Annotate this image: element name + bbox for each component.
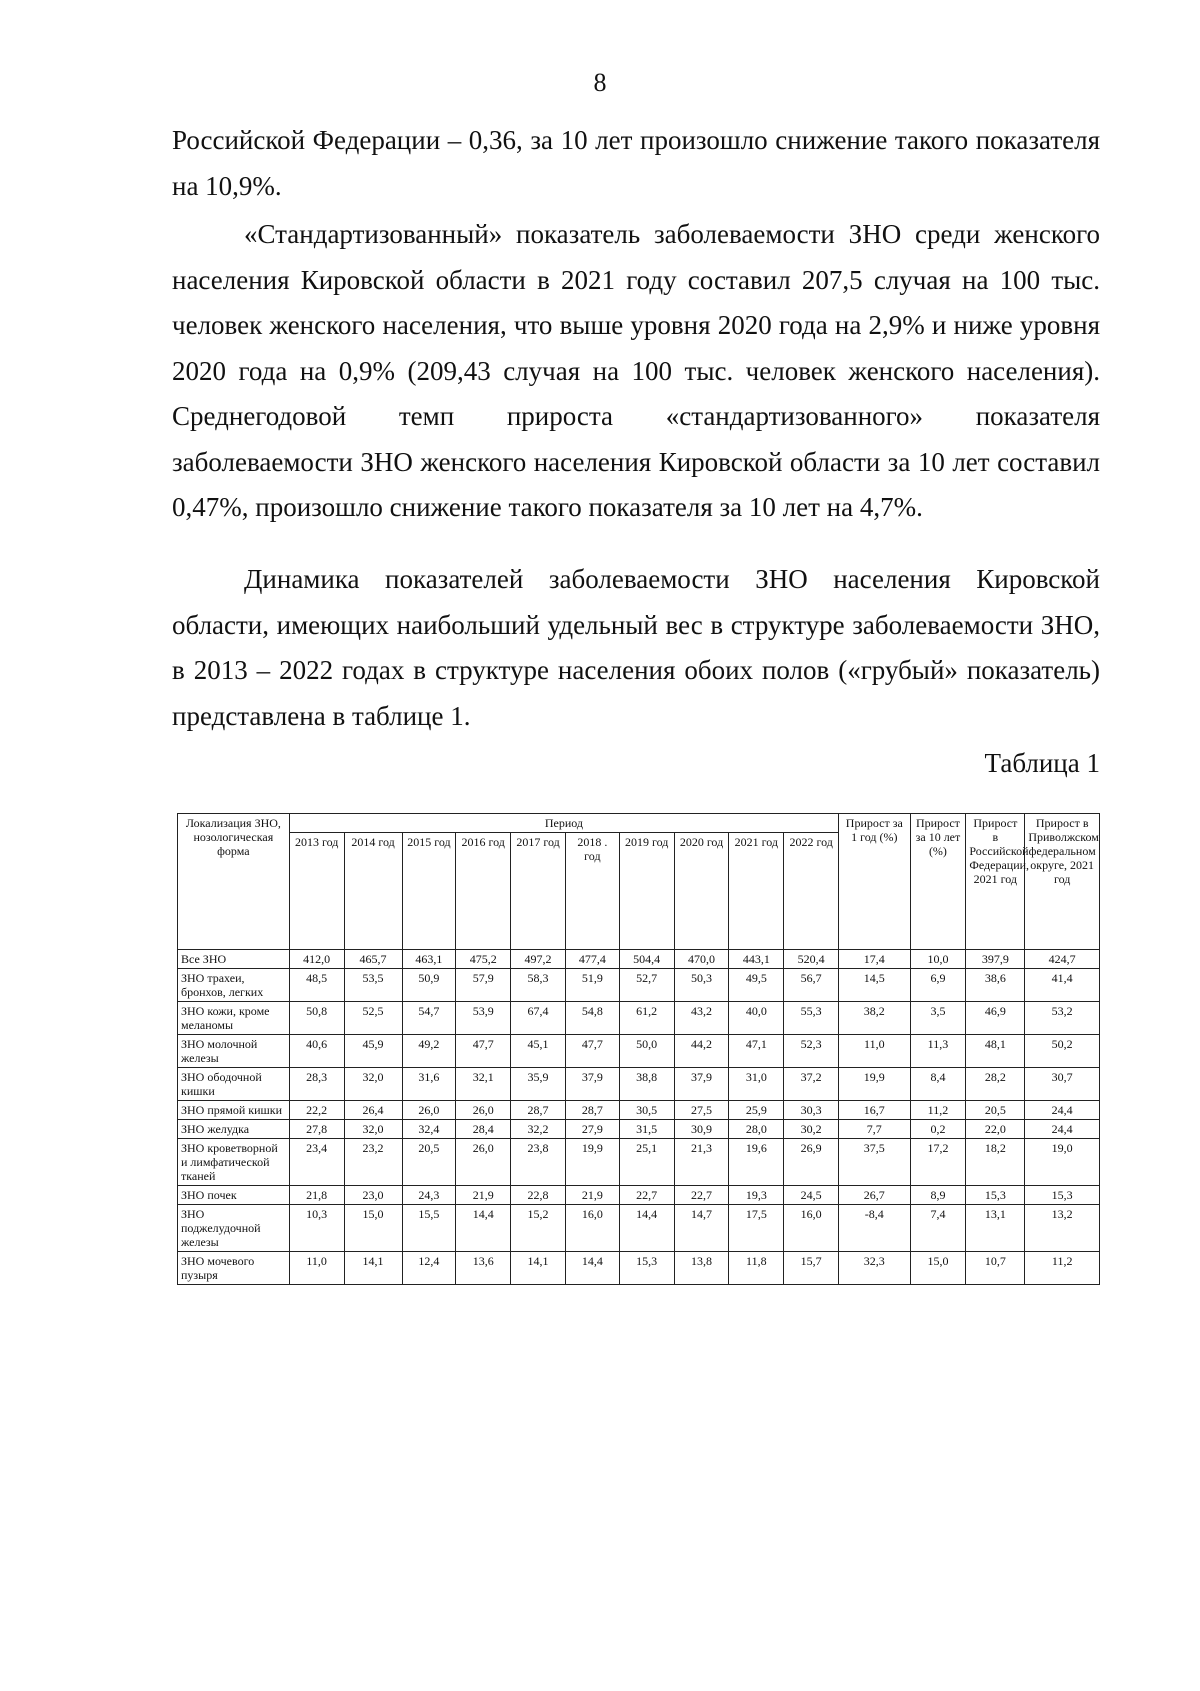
- table-cell: 17,4: [839, 950, 910, 969]
- table-cell: 35,9: [511, 1068, 566, 1101]
- table-cell: 41,4: [1025, 969, 1100, 1002]
- table-cell: 31,5: [619, 1120, 674, 1139]
- table-cell: 10,7: [966, 1252, 1025, 1285]
- table-cell: 30,9: [674, 1120, 729, 1139]
- table-cell: 6,9: [910, 969, 966, 1002]
- table-cell: 38,8: [619, 1068, 674, 1101]
- table-cell: 25,9: [729, 1101, 784, 1120]
- table-cell: 20,5: [966, 1101, 1025, 1120]
- table-cell: 22,7: [674, 1186, 729, 1205]
- table-cell: 11,8: [729, 1252, 784, 1285]
- table-cell: 50,2: [1025, 1035, 1100, 1068]
- table-cell: 443,1: [729, 950, 784, 969]
- table-cell: 504,4: [619, 950, 674, 969]
- table-cell: 14,7: [674, 1205, 729, 1252]
- table-cell: 54,8: [565, 1002, 619, 1035]
- table-cell: 45,1: [511, 1035, 566, 1068]
- table-cell: 53,5: [344, 969, 402, 1002]
- table-cell: 19,0: [1025, 1139, 1100, 1186]
- table-cell: 32,0: [344, 1120, 402, 1139]
- table-cell: 470,0: [674, 950, 729, 969]
- table-cell: 475,2: [456, 950, 511, 969]
- row-label: ЗНО прямой кишки: [178, 1101, 290, 1120]
- table-cell: 15,0: [910, 1252, 966, 1285]
- row-label: ЗНО трахеи, бронхов, легких: [178, 969, 290, 1002]
- table-cell: 37,2: [784, 1068, 839, 1101]
- table-body: [178, 950, 1100, 1285]
- table-cell: 37,9: [565, 1068, 619, 1101]
- table-cell: 53,2: [1025, 1002, 1100, 1035]
- table-cell: 21,9: [565, 1186, 619, 1205]
- table-cell: 22,0: [966, 1120, 1025, 1139]
- table-cell: 28,2: [966, 1068, 1025, 1101]
- table-cell: 15,3: [1025, 1186, 1100, 1205]
- table-cell: 37,5: [839, 1139, 910, 1186]
- table-cell: 19,6: [729, 1139, 784, 1186]
- header-year: 2021 год: [729, 833, 784, 950]
- table-cell: 24,4: [1025, 1120, 1100, 1139]
- row-label: ЗНО поджелудочной железы: [178, 1205, 290, 1252]
- table-cell: 19,9: [565, 1139, 619, 1186]
- header-year: 2013 год: [289, 833, 344, 950]
- table-cell: 31,6: [402, 1068, 456, 1101]
- table-cell: 61,2: [619, 1002, 674, 1035]
- table-cell: 38,2: [839, 1002, 910, 1035]
- table-cell: 43,2: [674, 1002, 729, 1035]
- header-growth-10y: Прирост за 10 лет (%): [910, 814, 966, 950]
- table-cell: 477,4: [565, 950, 619, 969]
- row-label: ЗНО кроветворной и лимфатической тканей: [178, 1139, 290, 1186]
- table-cell: 50,3: [674, 969, 729, 1002]
- table-cell: 13,6: [456, 1252, 511, 1285]
- table-row: [178, 950, 1100, 969]
- table-cell: 21,9: [456, 1186, 511, 1205]
- table-cell: 28,7: [565, 1101, 619, 1120]
- row-label: ЗНО молочной железы: [178, 1035, 290, 1068]
- table-cell: 424,7: [1025, 950, 1100, 969]
- header-year: 2016 год: [456, 833, 511, 950]
- header-year: 2020 год: [674, 833, 729, 950]
- table-cell: 0,2: [910, 1120, 966, 1139]
- table-cell: 50,9: [402, 969, 456, 1002]
- table-cell: 497,2: [511, 950, 566, 969]
- table-cell: 49,5: [729, 969, 784, 1002]
- paragraph-2: «Стандартизованный» показатель заболеваемости ЗНО среди женского населения Кировской области в 2021 году составил 207,5 случая на 100 тыс. человек женского населения, что выше уровня 2020 года на 2,9% и ниже уровня 2020 года на 0,9% (209,43 случая на 100 тыс. человек женского населения). Среднегодовой темп прироста «стандартизованного» показателя заболеваемости ЗНО женского населения Кировской области за 10 лет составил 0,47%, произошло снижение такого показателя за 10 лет на 4,7%.: [172, 219, 1100, 522]
- table-cell: 21,3: [674, 1139, 729, 1186]
- table-cell: 30,7: [1025, 1068, 1100, 1101]
- table-cell: 38,6: [966, 969, 1025, 1002]
- table-cell: 15,7: [784, 1252, 839, 1285]
- header-year: 2022 год: [784, 833, 839, 950]
- table-cell: 24,3: [402, 1186, 456, 1205]
- table-cell: 46,9: [966, 1002, 1025, 1035]
- table-cell: 23,4: [289, 1139, 344, 1186]
- table-cell: 15,3: [619, 1252, 674, 1285]
- table-cell: 58,3: [511, 969, 566, 1002]
- table-cell: 412,0: [289, 950, 344, 969]
- table-cell: 37,9: [674, 1068, 729, 1101]
- header-year: 2018 . год: [565, 833, 619, 950]
- table-cell: 48,1: [966, 1035, 1025, 1068]
- table-cell: 17,5: [729, 1205, 784, 1252]
- table-caption: Таблица 1: [984, 748, 1100, 778]
- table-cell: 14,4: [565, 1252, 619, 1285]
- table-cell: 19,9: [839, 1068, 910, 1101]
- table-row: [178, 1186, 1100, 1205]
- table-cell: 11,2: [910, 1101, 966, 1120]
- table-cell: 465,7: [344, 950, 402, 969]
- table-cell: 520,4: [784, 950, 839, 969]
- header-year: 2014 год: [344, 833, 402, 950]
- table-cell: -8,4: [839, 1205, 910, 1252]
- table-cell: 44,2: [674, 1035, 729, 1068]
- table-cell: 27,8: [289, 1120, 344, 1139]
- table-cell: 10,0: [910, 950, 966, 969]
- table-cell: 26,0: [456, 1101, 511, 1120]
- table-cell: 47,1: [729, 1035, 784, 1068]
- table-cell: 13,1: [966, 1205, 1025, 1252]
- table-cell: 30,2: [784, 1120, 839, 1139]
- table-cell: 52,3: [784, 1035, 839, 1068]
- table-row: [178, 1252, 1100, 1285]
- header-growth-1y: Прирост за 1 год (%): [839, 814, 910, 950]
- header-growth-rf: Прирост в Российской Федерации, 2021 год: [966, 814, 1025, 950]
- table-row: [178, 1139, 1100, 1186]
- table-cell: 32,1: [456, 1068, 511, 1101]
- table-cell: 23,2: [344, 1139, 402, 1186]
- table-row: [178, 1035, 1100, 1068]
- table-cell: 7,7: [839, 1120, 910, 1139]
- table-cell: 28,0: [729, 1120, 784, 1139]
- table-row: [178, 1068, 1100, 1101]
- table-cell: 16,0: [784, 1205, 839, 1252]
- row-label: Все ЗНО: [178, 950, 290, 969]
- header-growth-pfo: Прирост в Приволжском федеральном округе, 2021 год: [1025, 814, 1100, 950]
- table-cell: 13,8: [674, 1252, 729, 1285]
- table-cell: 16,7: [839, 1101, 910, 1120]
- table-cell: 18,2: [966, 1139, 1025, 1186]
- table-cell: 26,0: [402, 1101, 456, 1120]
- table-cell: 32,4: [402, 1120, 456, 1139]
- table-cell: 57,9: [456, 969, 511, 1002]
- table-cell: 28,3: [289, 1068, 344, 1101]
- header-year: 2017 год: [511, 833, 566, 950]
- paragraph-3: Динамика показателей заболеваемости ЗНО населения Кировской области, имеющих наибольший удельный вес в структуре заболеваемости ЗНО, в 2013 – 2022 годах в структуре населения обоих полов («грубый» показатель) представлена в таблице 1.: [172, 564, 1100, 731]
- row-label: ЗНО почек: [178, 1186, 290, 1205]
- table-cell: 53,9: [456, 1002, 511, 1035]
- table-cell: 52,5: [344, 1002, 402, 1035]
- table-cell: 32,3: [839, 1252, 910, 1285]
- table-cell: 30,3: [784, 1101, 839, 1120]
- table-cell: 26,9: [784, 1139, 839, 1186]
- table-cell: 21,8: [289, 1186, 344, 1205]
- table-cell: 51,9: [565, 969, 619, 1002]
- table-row: [178, 1101, 1100, 1120]
- table-row: [178, 1120, 1100, 1139]
- table-cell: 14,1: [344, 1252, 402, 1285]
- table-cell: 12,4: [402, 1252, 456, 1285]
- table-cell: 32,2: [511, 1120, 566, 1139]
- table-cell: 30,5: [619, 1101, 674, 1120]
- table-cell: 24,5: [784, 1186, 839, 1205]
- table-cell: 11,2: [1025, 1252, 1100, 1285]
- table-cell: 47,7: [456, 1035, 511, 1068]
- table-cell: 19,3: [729, 1186, 784, 1205]
- table-cell: 26,0: [456, 1139, 511, 1186]
- header-localization: Локализация ЗНО, нозологическая форма: [178, 814, 290, 950]
- table-cell: 28,7: [511, 1101, 566, 1120]
- table-cell: 15,5: [402, 1205, 456, 1252]
- table-cell: 52,7: [619, 969, 674, 1002]
- header-row-1: [178, 814, 1100, 833]
- table-cell: 45,9: [344, 1035, 402, 1068]
- row-label: ЗНО желудка: [178, 1120, 290, 1139]
- table-cell: 17,2: [910, 1139, 966, 1186]
- table-row: [178, 969, 1100, 1002]
- table-cell: 22,8: [511, 1186, 566, 1205]
- table-cell: 13,2: [1025, 1205, 1100, 1252]
- paragraph-1: Российской Федерации – 0,36, за 10 лет произошло снижение такого показателя на 10,9%.: [172, 125, 1100, 201]
- table-cell: 11,3: [910, 1035, 966, 1068]
- table-cell: 8,4: [910, 1068, 966, 1101]
- table-cell: 26,7: [839, 1186, 910, 1205]
- table-cell: 397,9: [966, 950, 1025, 969]
- table-cell: 24,4: [1025, 1101, 1100, 1120]
- table-cell: 54,7: [402, 1002, 456, 1035]
- page-number: 8: [593, 68, 607, 97]
- table-cell: 40,6: [289, 1035, 344, 1068]
- table-cell: 22,2: [289, 1101, 344, 1120]
- row-label: ЗНО мочевого пузыря: [178, 1252, 290, 1285]
- table-cell: 11,0: [289, 1252, 344, 1285]
- table-cell: 28,4: [456, 1120, 511, 1139]
- table-cell: 50,8: [289, 1002, 344, 1035]
- table-cell: 27,5: [674, 1101, 729, 1120]
- table-cell: 67,4: [511, 1002, 566, 1035]
- table-cell: 15,0: [344, 1205, 402, 1252]
- row-label: ЗНО кожи, кроме меланомы: [178, 1002, 290, 1035]
- table-cell: 27,9: [565, 1120, 619, 1139]
- table-cell: 47,7: [565, 1035, 619, 1068]
- table-cell: 31,0: [729, 1068, 784, 1101]
- header-year: 2019 год: [619, 833, 674, 950]
- table-cell: 22,7: [619, 1186, 674, 1205]
- table-cell: 23,8: [511, 1139, 566, 1186]
- table-cell: 14,4: [456, 1205, 511, 1252]
- table-cell: 48,5: [289, 969, 344, 1002]
- incidence-table: [177, 813, 1100, 1285]
- table-cell: 56,7: [784, 969, 839, 1002]
- table-cell: 463,1: [402, 950, 456, 969]
- table-cell: 16,0: [565, 1205, 619, 1252]
- table-row: [178, 1205, 1100, 1252]
- table-cell: 26,4: [344, 1101, 402, 1120]
- table-cell: 23,0: [344, 1186, 402, 1205]
- table-cell: 14,1: [511, 1252, 566, 1285]
- table-row: [178, 1002, 1100, 1035]
- header-year: 2015 год: [402, 833, 456, 950]
- table-cell: 20,5: [402, 1139, 456, 1186]
- table-cell: 25,1: [619, 1139, 674, 1186]
- table-cell: 55,3: [784, 1002, 839, 1035]
- table-cell: 10,3: [289, 1205, 344, 1252]
- table-cell: 49,2: [402, 1035, 456, 1068]
- header-period: Период: [289, 814, 838, 833]
- table-cell: 3,5: [910, 1002, 966, 1035]
- table-cell: 15,2: [511, 1205, 566, 1252]
- table-cell: 14,5: [839, 969, 910, 1002]
- table-cell: 15,3: [966, 1186, 1025, 1205]
- row-label: ЗНО ободочной кишки: [178, 1068, 290, 1101]
- table-cell: 40,0: [729, 1002, 784, 1035]
- table-cell: 7,4: [910, 1205, 966, 1252]
- table-cell: 32,0: [344, 1068, 402, 1101]
- table-cell: 14,4: [619, 1205, 674, 1252]
- table-cell: 8,9: [910, 1186, 966, 1205]
- table-cell: 50,0: [619, 1035, 674, 1068]
- table-cell: 11,0: [839, 1035, 910, 1068]
